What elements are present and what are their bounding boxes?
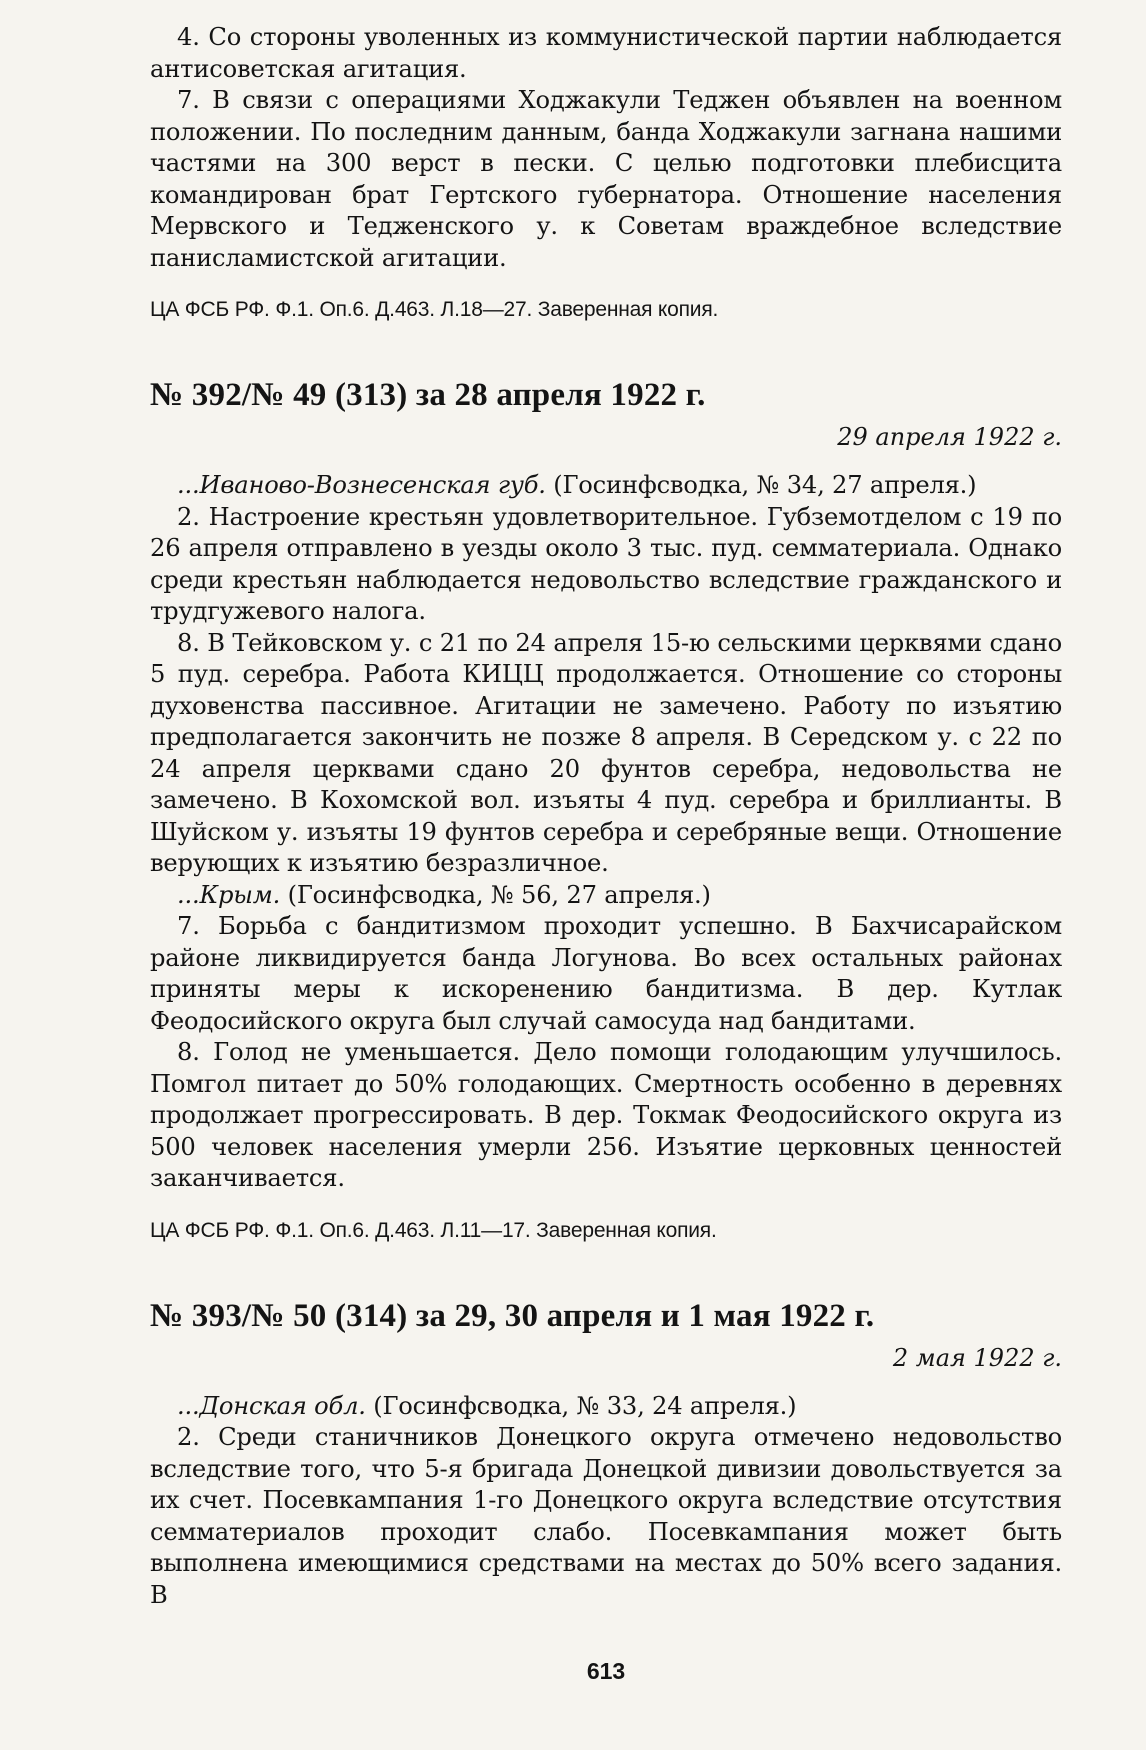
region-name-don: ...Донская обл. [177,1391,366,1420]
paragraph-donetsk: 2. Среди станичников Донецкого округа отмечено недовольство вследствие того, что 5-я бригада Донецкой дивизии довольствуется за их счет. Посевкампания 1-го Донецкого округа вследствие отсутствия семматериалов проходит слабо. Посевкампания может быть выполнена имеющимися средствами на местах до 50% всего задания. В [150,1423,1062,1609]
archive-source-1: ЦА ФСБ РФ. Ф.1. Оп.6. Д.463. Л.18—27. Заверенная копия. [150,298,719,321]
document-heading-393: № 393/№ 50 (314) за 29, 30 апреля и 1 мая 1922 г. [150,1297,875,1334]
region-ref-don: (Госинфсводка, № 33, 24 апреля.) [365,1391,797,1420]
document-date-2: 2 мая 1922 г. [892,1343,1062,1372]
paragraph-agitation: 4. Со стороны уволенных из коммунистической партии наблюдается антисоветская агитация. [150,23,1062,83]
document-date-1: 29 апреля 1922 г. [837,423,1062,451]
paragraph-banditry: 7. Борьба с бандитизмом проходит успешно. В Бахчисарайском районе ликвидируется банда Логунова. Во всех остальных районах приняты меры к искоренению бандитизма. В дер. Кутлак Феодосийского округа был случай самосуда над бандитами. [150,912,1062,1035]
region-ref-ivanovo: (Госинфсводка, № 34, 27 апреля.) [545,471,977,499]
paragraph-peasants: 2. Настроение крестьян удовлетворительное. Губземотделом с 19 по 26 апреля отправлено в уезды около 3 тыс. пуд. семматериала. Однако среди крестьян наблюдается недовольство вследствие гражданского и трудгужевого налога. [150,502,1062,625]
document-heading-392: № 392/№ 49 (313) за 28 апреля 1922 г. [150,377,706,413]
page-number: 613 [586,1658,626,1684]
archive-source-2: ЦА ФСБ РФ. Ф.1. Оп.6. Д.463. Л.11—17. Заверенная копия. [150,1218,717,1242]
paragraph-famine: 8. Голод не уменьшается. Дело помощи голодающим улучшилось. Помгол питает до 50% голодающих. Смертность особенно в деревнях продолжает прогрессировать. В дер. Токмак Феодосийского округа из 500 человек населения умерли 256. Изъятие церковных ценностей заканчивается. [150,1038,1062,1192]
region-name-crimea: ...Крым. [177,880,281,909]
region-line-ivanovo [150,470,1062,502]
paragraph-tejen: 7. В связи с операциями Ходжакули Теджен объявлен на военном положении. По последним данным, банда Ходжакули загнана нашими частями на 300 верст в пески. С целью подготовки плебисцита командирован брат Гертского губернатора. Отношение населения Мервского и Тедженского у. к Советам враждебное вследствие панисламистской агитации. [150,86,1062,272]
paragraph-silver: 8. В Тейковском у. с 21 по 24 апреля 15-ю сельскими церквями сдано 5 пуд. серебра. Работа КИЦЦ продолжается. Отношение со стороны духовенства пассивное. Агитации не замечено. Работу по изъятию предполагается закончить не позже 8 апреля. В Середском у. с 22 по 24 апреля церквами сдано 20 фунтов серебра, недовольства не замечено. В Кохомской вол. изъяты 4 пуд. серебра и бриллианты. В Шуйском у. изъяты 19 фунтов серебра и серебряные вещи. Отношение верующих к изъятию безразличное. [150,628,1062,877]
region-name-ivanovo: ...Иваново-Вознесенская губ. [177,471,546,499]
region-ref-crimea: (Госинфсводка, № 56, 27 апреля.) [280,880,711,909]
region-line-crimea [150,880,1062,912]
region-line-don [150,1391,1062,1423]
